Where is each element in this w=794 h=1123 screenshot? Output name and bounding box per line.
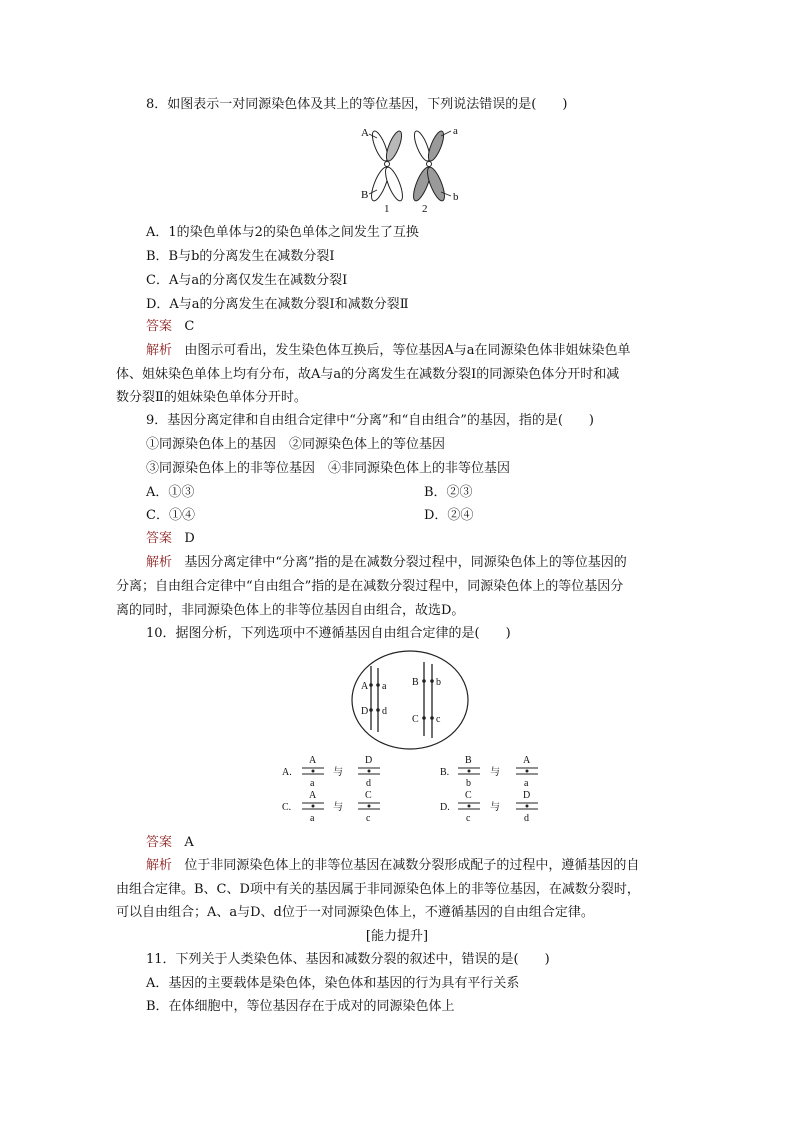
- q8-chromosome-figure: [355, 124, 467, 216]
- svg-text:A: A: [309, 755, 317, 766]
- svg-text:D: D: [523, 790, 531, 801]
- analysis-label: 解析: [146, 343, 173, 358]
- answer-value: C: [184, 319, 195, 334]
- answer-label: 答案: [146, 531, 173, 546]
- q9-stem: 9．基因分离定律和自由组合定律中“分离”和“自由组合”的基因，指的是( ): [146, 413, 594, 428]
- answer-value: A: [184, 835, 194, 850]
- chromosome-label-2: 2: [422, 203, 428, 215]
- gene-label-b: b: [453, 191, 459, 203]
- svg-text:d: d: [524, 813, 529, 824]
- q10-analysis-line-1: 解析 位于非同源染色体上的非等位基因在减数分裂形成配子的过程中，遵循基因的自: [146, 858, 640, 873]
- svg-text:a: a: [524, 778, 529, 789]
- q9-analysis-line-2: 分离；自由组合定律中“自由组合”指的是在减数分裂过程中，同源染色体上的等位基因分: [116, 579, 624, 594]
- opt-label-A: A.: [282, 767, 292, 778]
- svg-text:与: 与: [333, 767, 343, 778]
- svg-text:d: d: [366, 778, 371, 789]
- answer-label: 答案: [146, 835, 173, 850]
- svg-text:C: C: [465, 790, 472, 801]
- chromosome-1: [368, 129, 406, 202]
- chromosome-label-1: 1: [384, 203, 390, 215]
- q8-analysis-line-1: 解析 由图示可看出，发生染色体互换后，等位基因A与a在同源染色体非姐妹染色单: [146, 343, 631, 358]
- q11-option-b: B．在体细胞中，等位基因存在于成对的同源染色体上: [146, 999, 455, 1014]
- q8-answer: [146, 318, 194, 336]
- opt-label-C: C.: [282, 802, 292, 813]
- gene-C: C: [412, 714, 419, 725]
- q11-option-a: A．基因的主要载体是染色体，染色体和基因的行为具有平行关系: [146, 976, 520, 991]
- gene-a: a: [382, 681, 387, 692]
- q10-analysis-line-3: 可以自由组合；A、a与D、d位于一对同源染色体上，不遵循基因的自由组合定律。: [116, 905, 594, 920]
- chromosome-2: [410, 129, 451, 202]
- svg-text:b: b: [466, 778, 471, 789]
- svg-text:B: B: [465, 755, 472, 766]
- analysis-label: 解析: [146, 858, 173, 873]
- q8-stem: 8．如图表示一对同源染色体及其上的等位基因，下列说法错误的是( ): [146, 97, 568, 112]
- q8-option-b: B．B与b的分离发生在减数分裂Ⅰ: [146, 249, 335, 264]
- opt-label-D: D.: [440, 802, 450, 813]
- q10-cell-figure: [276, 648, 546, 832]
- svg-text:与: 与: [490, 802, 500, 813]
- cell-outline: [352, 651, 468, 749]
- q8-option-d: D．A与a的分离发生在减数分裂Ⅰ和减数分裂Ⅱ: [146, 297, 409, 312]
- q8-option-a: A．1的染色单体与2的染色单体之间发生了互换: [146, 225, 419, 240]
- answer-value: D: [184, 531, 195, 546]
- answer-label: 答案: [146, 319, 173, 334]
- svg-text:a: a: [310, 778, 315, 789]
- q10-stem: 10．据图分析，下列选项中不遵循基因自由组合定律的是( ): [146, 626, 511, 641]
- svg-text:C: C: [365, 790, 372, 801]
- q9-analysis-line-3: 离的同时，非同源染色体上的非等位基因自由组合，故选D。: [116, 603, 465, 618]
- gene-d: d: [382, 706, 387, 717]
- q9-items-line-1: ①同源染色体上的基因 ②同源染色体上的等位基因: [146, 437, 446, 452]
- q9-option-a: A．①③: [146, 485, 195, 500]
- svg-text:a: a: [310, 813, 315, 824]
- svg-text:c: c: [466, 813, 471, 824]
- analysis-label: 解析: [146, 555, 173, 570]
- opt-label-B: B.: [440, 767, 450, 778]
- q9-option-d: D．②④: [424, 508, 474, 523]
- q9-items-line-2: ③同源染色体上的非等位基因 ④非同源染色体上的非等位基因: [146, 461, 511, 476]
- svg-text:A: A: [523, 755, 531, 766]
- gene-c: c: [436, 714, 441, 725]
- q10-answer: [146, 834, 194, 852]
- svg-text:A: A: [309, 790, 317, 801]
- section-heading: [能力提升]: [365, 929, 429, 944]
- q8-analysis-line-2: 体、姐妹染色单体上均有分布，故A与a的分离发生在减数分裂Ⅰ的同源染色体分开时和减: [116, 367, 620, 382]
- q9-option-c: C．①④: [146, 508, 195, 523]
- svg-text:D: D: [365, 755, 373, 766]
- gene-A: A: [361, 681, 369, 692]
- svg-text:与: 与: [333, 802, 343, 813]
- gene-label-B: B: [361, 189, 369, 201]
- q10-analysis-line-2: 由组合定律。B、C、D项中有关的基因属于非同源染色体上的非等位基因，在减数分裂时，: [116, 882, 640, 897]
- q8-analysis-line-3: 数分裂Ⅱ的姐妹染色单体分开时。: [116, 390, 307, 405]
- q9-analysis-line-1: 解析 基因分离定律中“分离”指的是在减数分裂过程中，同源染色体上的等位基因的: [146, 555, 627, 570]
- q9-answer: [146, 530, 195, 548]
- svg-text:c: c: [366, 813, 371, 824]
- gene-b: b: [436, 677, 441, 688]
- gene-D: D: [361, 706, 369, 717]
- gene-label-a: a: [453, 125, 458, 137]
- svg-text:与: 与: [490, 767, 500, 778]
- gene-B: B: [412, 677, 419, 688]
- q9-option-b: B．②③: [424, 485, 473, 500]
- q8-option-c: C．A与a的分离仅发生在减数分裂Ⅰ: [146, 273, 348, 288]
- q11-stem: 11．下列关于人类染色体、基因和减数分裂的叙述中，错误的是( ): [146, 952, 550, 967]
- gene-label-A: A: [361, 127, 369, 139]
